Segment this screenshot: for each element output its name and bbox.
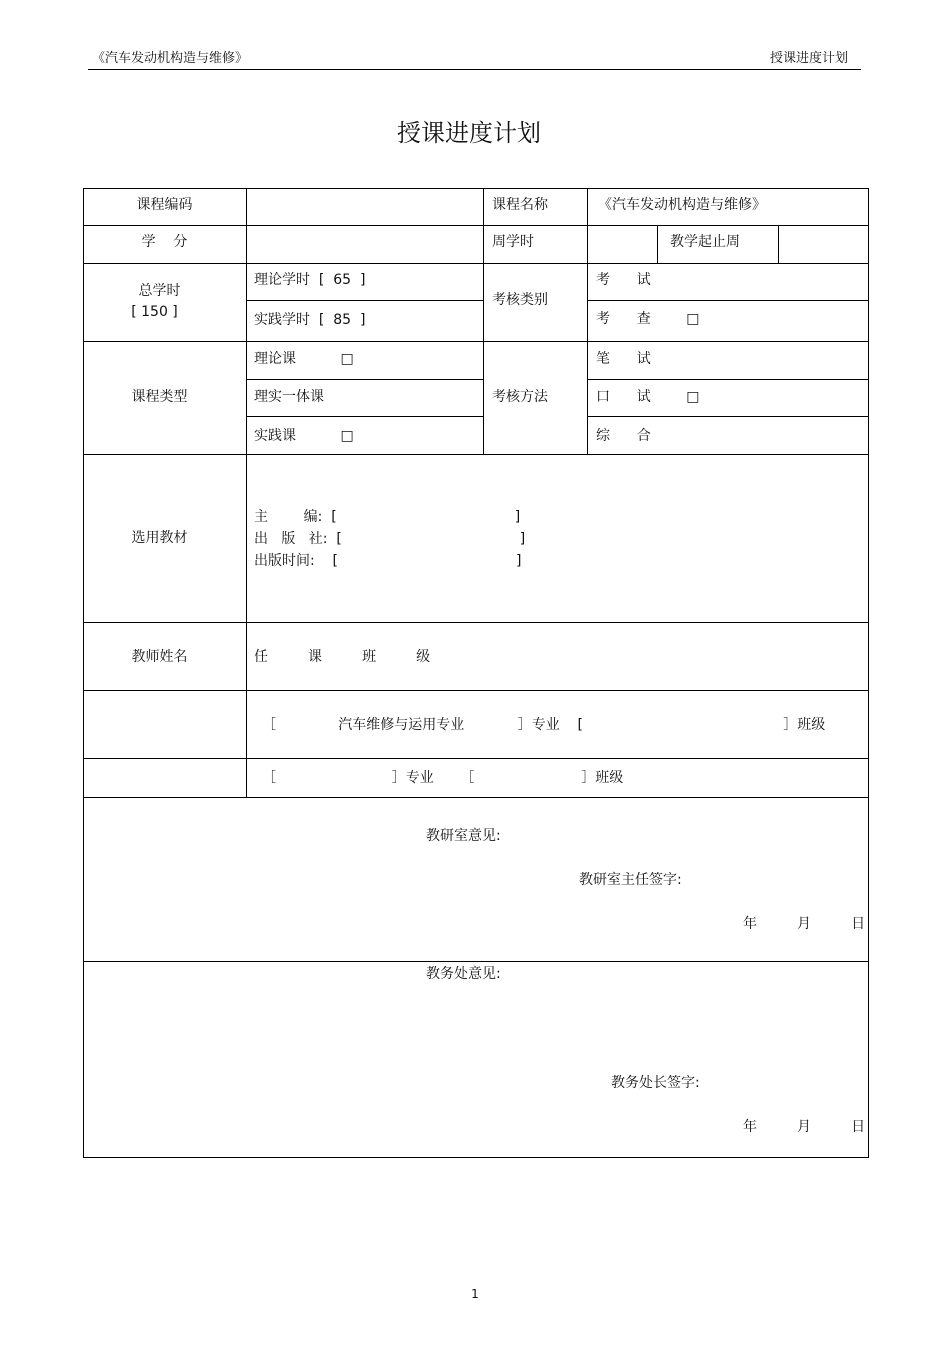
dept-head-signature: 教研室主任签字: — [579, 872, 682, 888]
row-divider — [83, 263, 869, 264]
row-divider — [83, 690, 869, 691]
header-doc-title: 授课进度计划 — [769, 51, 848, 66]
dept-opinion-label: 教研室意见: — [426, 828, 501, 844]
practice-hours: 实践学时 [ 85 ] — [254, 312, 366, 328]
assess-check-option: 考 查 □ — [596, 311, 700, 327]
row-divider — [246, 300, 484, 301]
table-border-left — [83, 188, 84, 1158]
total-hours-value: [ 150 ] — [131, 304, 178, 320]
total-hours-label: 总学时 — [138, 283, 181, 299]
theory-hours: 理论学时 [ 65 ] — [254, 272, 366, 288]
weekly-hours-label: 周学时 — [492, 234, 534, 250]
textbook-label: 选用教材 — [131, 530, 188, 546]
teacher-classes-label: 任 课 班 级 — [254, 649, 431, 665]
method-comprehensive-option: 综 合 — [596, 428, 651, 444]
class-row-1: ［ 汽车维修与运用专业 ］专业 [ ］班级 — [262, 717, 826, 733]
row-divider — [83, 225, 869, 226]
column-divider — [587, 188, 588, 455]
credit-label: 学 分 — [141, 234, 188, 250]
table-border-right — [868, 188, 869, 1158]
assess-method-label: 考核方法 — [492, 389, 548, 405]
row-divider — [246, 379, 484, 380]
row-divider — [83, 622, 869, 623]
dept-date: 年 月 日 — [743, 916, 866, 932]
column-divider — [483, 188, 484, 455]
type-theory-option: 理论课 □ — [254, 351, 354, 367]
teaching-weeks-label: 教学起止周 — [670, 234, 740, 250]
textbook-publisher: 出 版 社: [ ] — [254, 531, 526, 547]
class-row-2: ［ ］专业 ［ ］班级 — [262, 770, 624, 786]
office-opinion-label: 教务处意见: — [426, 966, 501, 982]
type-practice-option: 实践课 □ — [254, 428, 354, 444]
method-oral-option: 口 试 □ — [596, 389, 700, 405]
header-course-title: 《汽车发动机构造与维修》 — [92, 51, 249, 66]
assess-exam-option: 考 试 — [596, 272, 651, 288]
row-divider — [83, 341, 869, 342]
page-title: 授课进度计划 — [397, 119, 541, 147]
table-border-bottom — [83, 1157, 869, 1158]
column-divider — [778, 225, 779, 264]
assess-category-label: 考核类别 — [492, 292, 548, 308]
textbook-date: 出版时间: [ ] — [254, 553, 522, 569]
row-divider — [83, 961, 869, 962]
office-head-signature: 教务处长签字: — [611, 1075, 700, 1091]
table-border-top — [83, 188, 869, 189]
course-code-label: 课程编码 — [136, 197, 193, 213]
teacher-label: 教师姓名 — [131, 649, 188, 665]
row-divider — [246, 416, 484, 417]
row-divider — [83, 797, 869, 798]
course-type-label: 课程类型 — [131, 389, 188, 405]
page-number: 1 — [471, 1287, 479, 1301]
method-written-option: 笔 试 — [596, 351, 651, 367]
row-divider — [83, 454, 869, 455]
row-divider — [587, 379, 869, 380]
type-integrated-option: 理实一体课 — [254, 389, 324, 405]
row-divider — [83, 758, 869, 759]
textbook-editor: 主 编: [ ] — [254, 509, 521, 525]
row-divider — [587, 300, 869, 301]
column-divider — [246, 188, 247, 798]
course-name-label: 课程名称 — [492, 197, 548, 213]
course-name-value: 《汽车发动机构造与维修》 — [598, 197, 766, 213]
row-divider — [587, 416, 869, 417]
office-date: 年 月 日 — [743, 1119, 866, 1135]
column-divider — [657, 225, 658, 264]
